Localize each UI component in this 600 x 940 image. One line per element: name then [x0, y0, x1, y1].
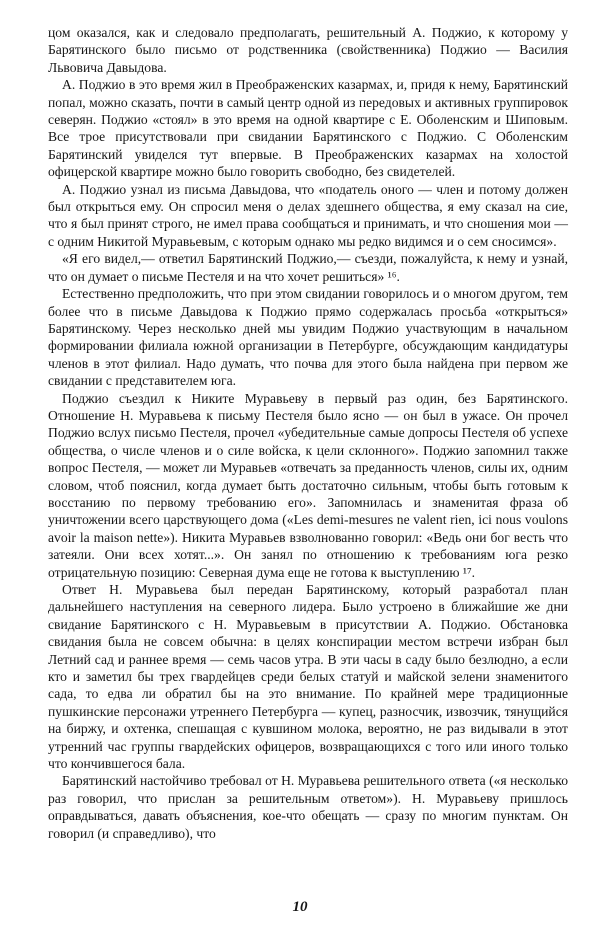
page-number: 10: [292, 899, 308, 915]
paragraph-2: А. Поджио в это время жил в Преображенских казармах, и, придя к нему, Барятинский попал, можно сказать, почти в самый центр одной из передовых и активных группировок северян. Поджио «стоял» в это время на одной квартире с Е. Оболенским и Шиповым. Все трое присутствовали при свидании Барятинского с Поджио. С Оболенским Барятинский увиделся тут впервые. В Преображенских казармах на холостой офицерской квартире можно было говорить свободно, без свидетелей.: [48, 77, 568, 180]
paragraph-4: «Я его видел,— ответил Барятинский Поджио,— съезди, пожалуйста, к нему и узнай, что он думает о письме Пестеля и на что хочет решиться» ¹⁶.: [48, 251, 568, 284]
paragraph-3: А. Поджио узнал из письма Давыдова, что «податель оного — член и потому должен был открыться ему. Он спросил меня о делах здешнего общества, я ему сказал на сие, что я был принят строго, не имел права сообщаться и принимать, и что сношения мои — с одним Никитой Муравьевым, с которым однако мы редко видимся и о сем сносимся».: [48, 181, 568, 249]
paragraph-8: Барятинский настойчиво требовал от Н. Муравьева решительного ответа («я несколько раз говорил, что прислан за решительным ответом»). Н. Муравьеву пришлось оправдываться, давать объяснения, кое-что обещать — сразу по многим пунктам. Он говорил (и справедливо), что: [48, 773, 568, 841]
paragraph-6: Поджио съездил к Никите Муравьеву в первый раз один, без Барятинского. Отношение Н. Муравьева к письму Пестеля было ясно — он был в ужасе. Он прочел Поджио вслух письмо Пестеля, прочел «убедительные самые допросы Пестеля об успехе общества, о числе членов и о силе войска, к цели склонного». Поджио запомнил также вопрос Пестеля, — может ли Муравьев «отвечать за преданность членов, силы их, одним словом, чтоб пояснил, когда думает быть достаточно сильным, чтобы быть готовым к восстанию по первому требованию его». Запомнилась и знаменитая фраза об уничтожении всего царствующего дома («Les demi-mesures ne valent rien, ici nous voulons avoir la maison nette»). Никита Муравьев взволнованно говорил: «Ведь они бог весть что затеяли. Они всех хотят...». Он занял по отношению к требованиям юга резко отрицательную позицию: Северная дума еще не готова к выступлению ¹⁷.: [48, 390, 568, 580]
book-page-body: [48, 24, 568, 842]
paragraph-5: Естественно предположить, что при этом свидании говорилось и о многом другом, тем более что в письме Давыдова к Поджио прямо содержалась просьба «открыться» Барятинскому. Через несколько дней мы увидим Поджио участвующим в начальном формировании филиала южной организации в Петербурге, обсуждающим кандидатуры членов в этот филиал. Надо думать, что почва для этого была найдена при первом же свидании с представителем юга.: [48, 286, 568, 389]
paragraph-7: Ответ Н. Муравьева был передан Барятинскому, который разработал план дальнейшего наступления на северного лидера. Было устроено в ближайшие же дни свидание Барятинского с Н. Муравьевым в присутствии А. Поджио. Обстановка свидания была не совсем обычна: в целях конспирации местом встречи избран был Летний сад и раннее время — семь часов утра. В эти часы в саду было безлюдно, а если кто и заметил бы трех гвардейцев среди белых статуй и майской зелени знаменитого сада, то едва ли обратил бы на это внимание. По крайней мере традиционные пушкинские персонажи утреннего Петербурга — купец, разносчик, извозчик, тянущийся на биржу, и охтенка, спешащая с кувшином молока, вероятно, не раз видывали в этот утренний час группы гвардейских офицеров, возвращающихся с того или иного только что кончившегося бала.: [48, 582, 568, 772]
paragraph-1: цом оказался, как и следовало предполагать, решительный А. Поджио, к которому у Барятинского было письмо от родственника (свойственника) Поджио — Василия Львовича Давыдова.: [48, 25, 568, 75]
